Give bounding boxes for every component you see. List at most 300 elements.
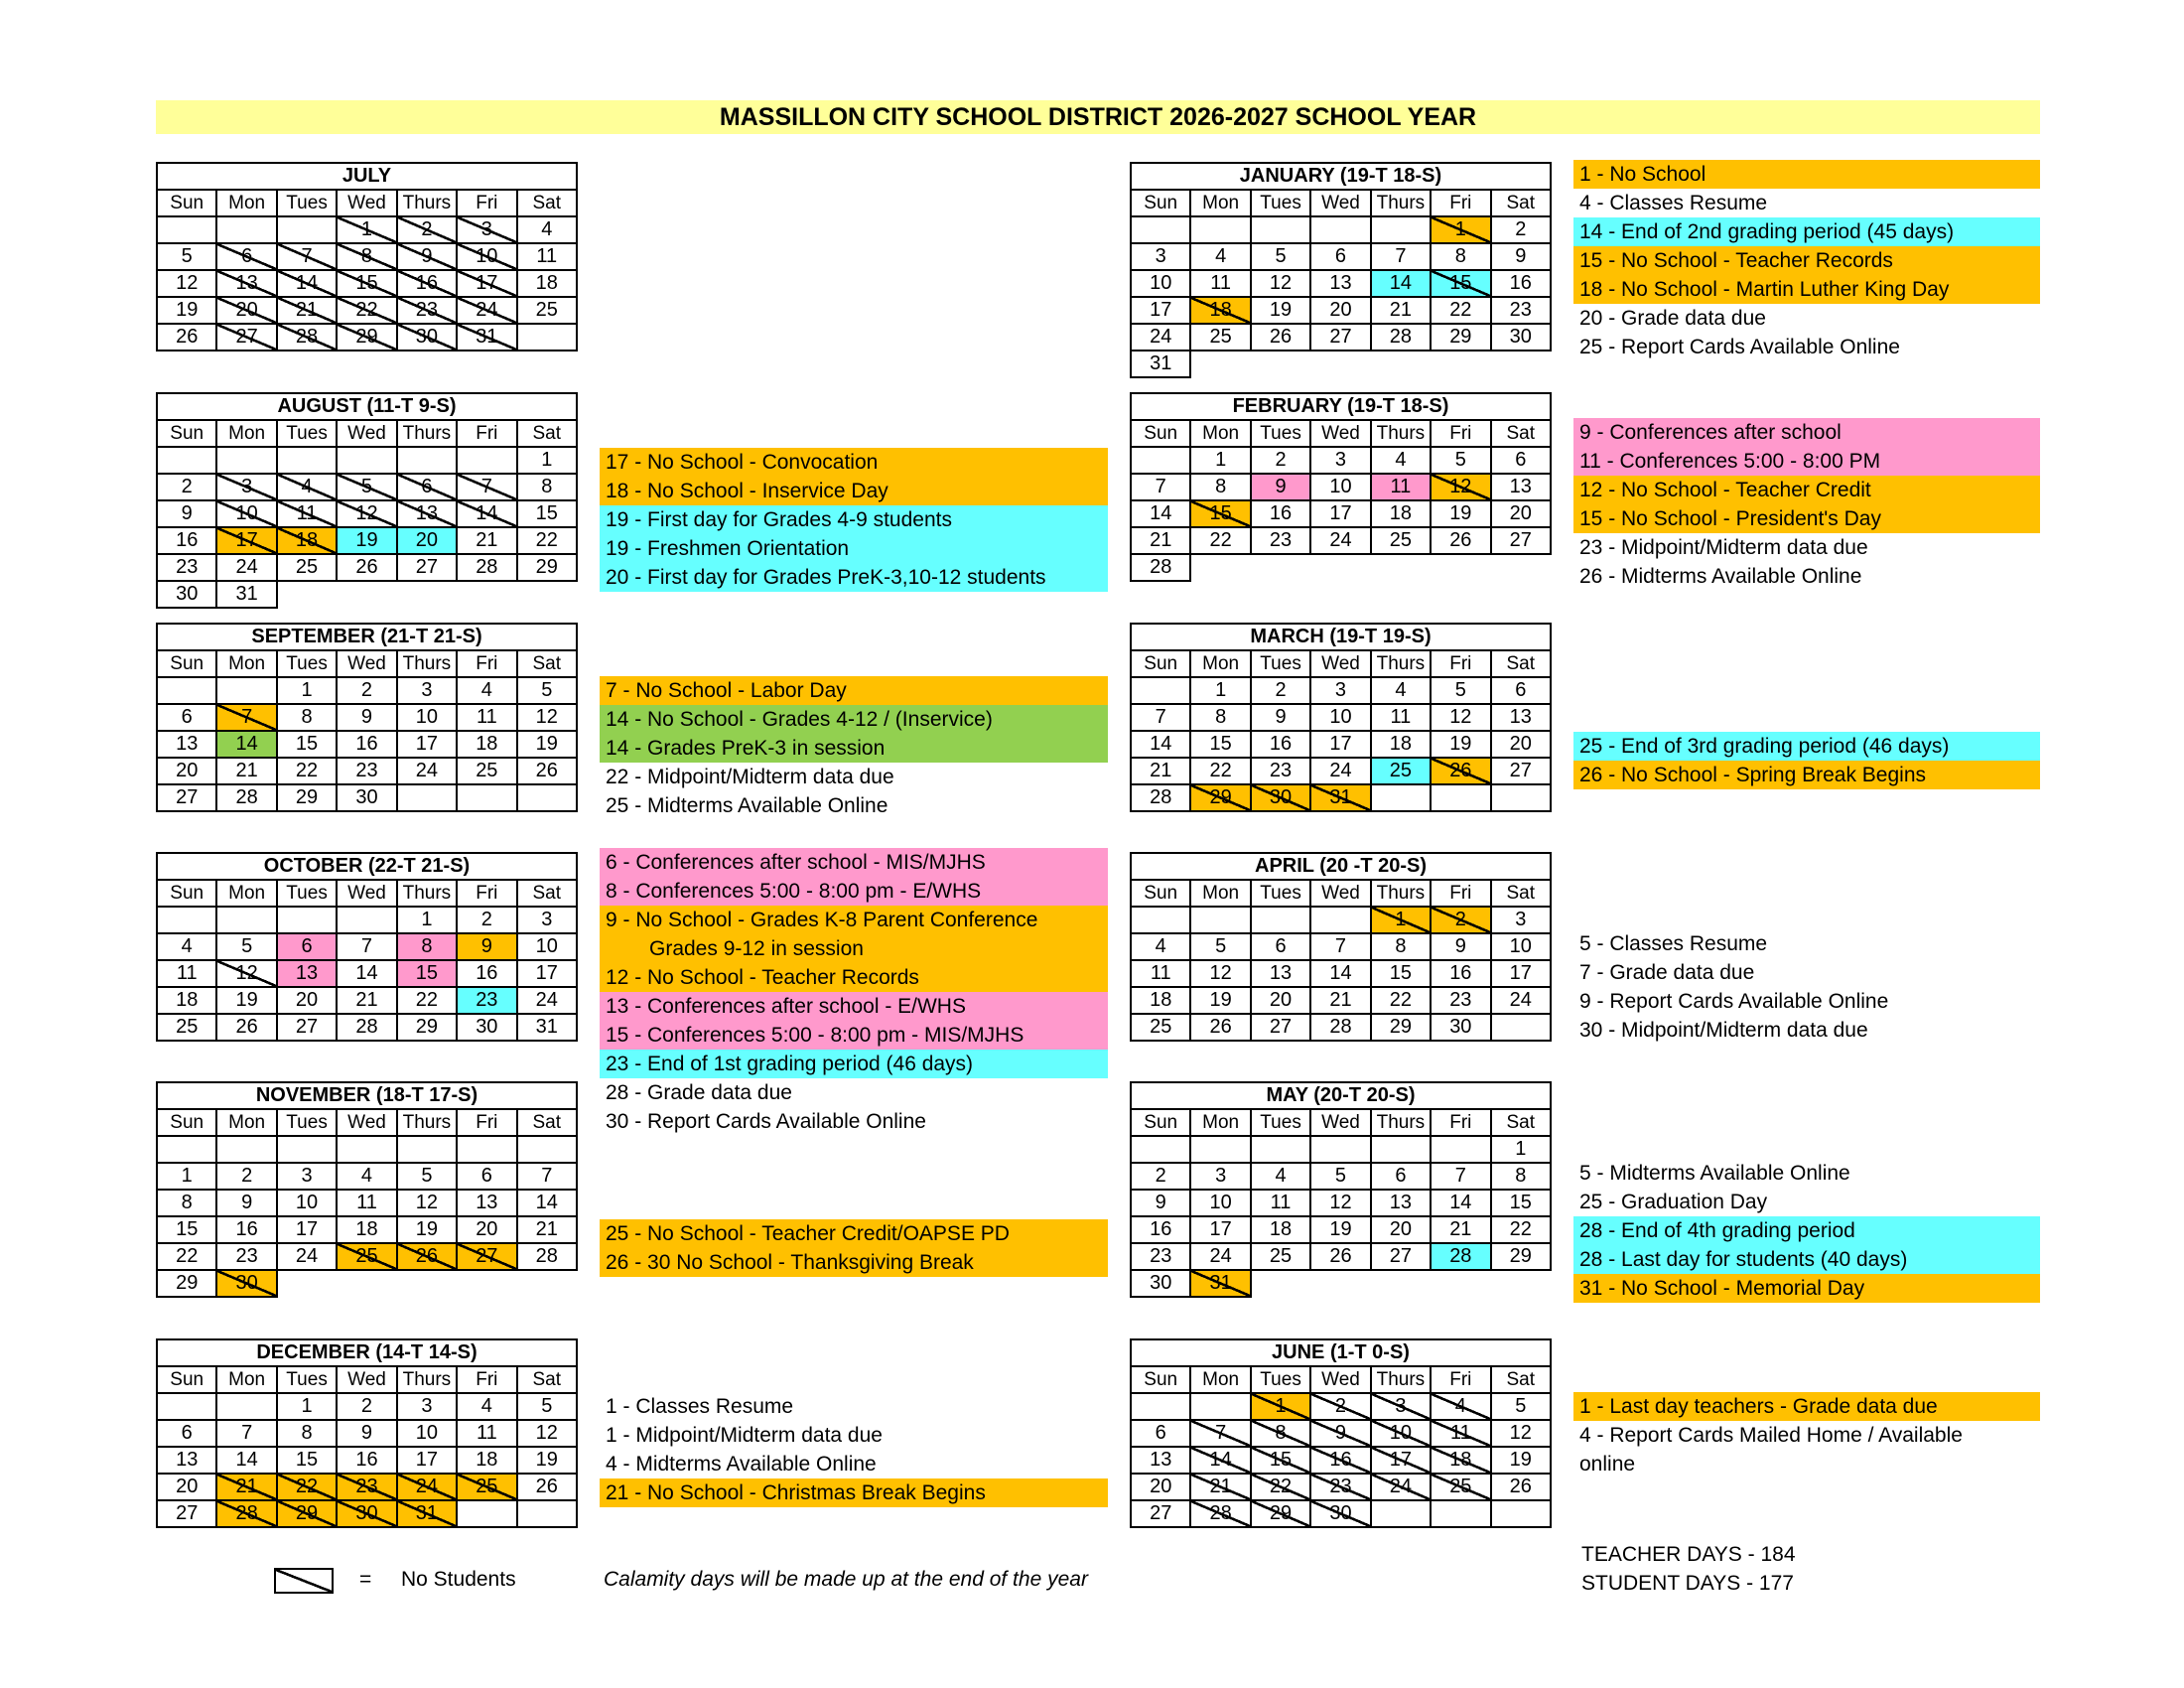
day-cell: 5 — [517, 1393, 577, 1420]
empty-cell — [337, 1136, 396, 1163]
day-cell: 25 — [157, 1014, 216, 1041]
day-cell: 28 — [1131, 554, 1190, 581]
day-cell: 10 — [1131, 270, 1190, 297]
notes-october — [600, 848, 1108, 1136]
weekday-header: Mon — [1190, 650, 1250, 677]
empty-cell — [157, 1393, 216, 1420]
day-cell: 28 — [1131, 784, 1190, 811]
empty-cell — [1371, 1500, 1431, 1527]
day-cell: 26 — [216, 1014, 276, 1041]
day-cell: 25 — [517, 297, 577, 324]
day-cell: 14 — [517, 1190, 577, 1216]
day-cell: 20 — [157, 1474, 216, 1500]
weekday-header: Sat — [1491, 190, 1551, 216]
day-cell: 23 — [337, 1474, 396, 1500]
day-cell: 21 — [1431, 1216, 1490, 1243]
month-title: SEPTEMBER (21-T 21-S) — [157, 624, 577, 650]
calendar-note: 12 - No School - Teacher Credit — [1573, 476, 2040, 504]
day-cell: 7 — [1431, 1163, 1490, 1190]
day-cell: 12 — [1491, 1420, 1551, 1447]
empty-cell — [1310, 1136, 1370, 1163]
weekday-header: Sat — [517, 190, 577, 216]
month-title: OCTOBER (22-T 21-S) — [157, 853, 577, 880]
weekday-header: Mon — [1190, 190, 1250, 216]
day-cell: 2 — [1310, 1393, 1370, 1420]
empty-cell — [277, 1270, 337, 1297]
day-cell: 29 — [397, 1014, 457, 1041]
day-cell: 30 — [1491, 324, 1551, 351]
weekday-header: Sat — [1491, 420, 1551, 447]
day-cell: 9 — [1431, 933, 1490, 960]
day-cell: 7 — [277, 243, 337, 270]
weekday-header: Mon — [216, 190, 276, 216]
day-cell: 27 — [157, 1500, 216, 1527]
calendar-note: 25 - End of 3rd grading period (46 days) — [1573, 732, 2040, 761]
day-cell: 7 — [1371, 243, 1431, 270]
weekday-header: Mon — [1190, 1366, 1250, 1393]
month-october — [156, 852, 578, 1042]
day-cell: 24 — [517, 987, 577, 1014]
day-cell: 24 — [397, 758, 457, 784]
day-cell: 27 — [216, 324, 276, 351]
day-cell: 9 — [457, 933, 516, 960]
month-title: JANUARY (19-T 18-S) — [1131, 163, 1551, 190]
empty-cell — [1190, 216, 1250, 243]
day-cell: 24 — [1310, 758, 1370, 784]
day-cell: 14 — [1310, 960, 1370, 987]
weekday-header: Wed — [1310, 1109, 1370, 1136]
day-cell: 19 — [157, 297, 216, 324]
day-cell: 4 — [157, 933, 216, 960]
day-cell: 6 — [1310, 243, 1370, 270]
month-title: DECEMBER (14-T 14-S) — [157, 1339, 577, 1366]
day-cell: 4 — [517, 216, 577, 243]
empty-cell — [1431, 1500, 1490, 1527]
day-cell: 12 — [517, 704, 577, 731]
day-cell: 1 — [277, 677, 337, 704]
weekday-header: Sun — [1131, 420, 1190, 447]
day-cell: 23 — [216, 1243, 276, 1270]
day-cell: 5 — [1251, 243, 1310, 270]
day-cell: 14 — [337, 960, 396, 987]
day-cell: 12 — [1431, 474, 1490, 500]
day-cell: 30 — [1251, 784, 1310, 811]
empty-cell — [517, 1270, 577, 1297]
day-cell: 2 — [457, 907, 516, 933]
day-cell: 13 — [1491, 474, 1551, 500]
empty-cell — [1310, 1270, 1370, 1297]
weekday-header: Wed — [337, 1109, 396, 1136]
month-title: AUGUST (11-T 9-S) — [157, 393, 577, 420]
day-cell: 26 — [1190, 1014, 1250, 1041]
empty-cell — [1310, 351, 1370, 377]
day-cell: 29 — [1371, 1014, 1431, 1041]
day-cell: 25 — [1131, 1014, 1190, 1041]
weekday-header: Fri — [457, 650, 516, 677]
day-cell: 22 — [1491, 1216, 1551, 1243]
notes-april — [1573, 929, 2040, 1045]
day-cell: 3 — [1190, 1163, 1250, 1190]
empty-cell — [337, 907, 396, 933]
day-cell: 10 — [1310, 704, 1370, 731]
empty-cell — [277, 447, 337, 474]
day-cell: 1 — [157, 1163, 216, 1190]
day-cell: 10 — [1190, 1190, 1250, 1216]
calendar-note: 7 - Grade data due — [1579, 961, 1755, 984]
weekday-header: Fri — [1431, 650, 1490, 677]
weekday-header: Fri — [1431, 1109, 1490, 1136]
empty-cell — [1371, 1136, 1431, 1163]
empty-cell — [397, 1136, 457, 1163]
weekday-header: Sun — [157, 650, 216, 677]
day-cell: 21 — [1190, 1474, 1250, 1500]
day-cell: 8 — [277, 1420, 337, 1447]
day-cell: 30 — [216, 1270, 276, 1297]
weekday-header: Wed — [1310, 650, 1370, 677]
day-cell: 1 — [397, 907, 457, 933]
empty-cell — [1431, 1136, 1490, 1163]
weekday-header: Wed — [337, 1366, 396, 1393]
day-cell: 21 — [457, 527, 516, 554]
day-cell: 10 — [397, 1420, 457, 1447]
month-title: JULY — [157, 163, 577, 190]
day-cell: 7 — [1131, 474, 1190, 500]
weekday-header: Fri — [457, 1109, 516, 1136]
day-cell: 23 — [397, 297, 457, 324]
day-cell: 2 — [337, 1393, 396, 1420]
day-cell: 19 — [1251, 297, 1310, 324]
day-cell: 18 — [277, 527, 337, 554]
empty-cell — [216, 447, 276, 474]
day-cell: 5 — [1310, 1163, 1370, 1190]
month-march — [1130, 623, 1552, 812]
day-cell: 17 — [1310, 500, 1370, 527]
weekday-header: Wed — [337, 880, 396, 907]
day-cell: 5 — [397, 1163, 457, 1190]
calendar-title: MASSILLON CITY SCHOOL DISTRICT 2026-2027 SCHOOL YEAR — [156, 100, 2040, 134]
day-cell: 13 — [1371, 1190, 1431, 1216]
day-cell: 26 — [1310, 1243, 1370, 1270]
day-cell: 1 — [1431, 216, 1490, 243]
month-july — [156, 162, 578, 352]
day-cell: 12 — [1190, 960, 1250, 987]
day-cell: 6 — [1491, 447, 1551, 474]
calendar-note: 26 - 30 No School - Thanksgiving Break — [600, 1248, 1108, 1277]
day-cell: 2 — [1251, 677, 1310, 704]
calendar-note: online — [1579, 1453, 1636, 1476]
day-cell: 18 — [1431, 1447, 1490, 1474]
day-cell: 3 — [277, 1163, 337, 1190]
day-cell: 21 — [337, 987, 396, 1014]
day-cell: 8 — [1431, 243, 1490, 270]
day-cell: 4 — [457, 1393, 516, 1420]
day-cell: 31 — [397, 1500, 457, 1527]
day-cell: 9 — [1310, 1420, 1370, 1447]
day-cell: 22 — [1190, 758, 1250, 784]
month-title: MARCH (19-T 19-S) — [1131, 624, 1551, 650]
weekday-header: Fri — [457, 420, 516, 447]
calamity-note: Calamity days will be made up at the end of the year — [604, 1568, 1088, 1591]
day-cell: 18 — [1371, 500, 1431, 527]
day-cell: 18 — [337, 1216, 396, 1243]
day-cell: 14 — [457, 500, 516, 527]
month-may — [1130, 1081, 1552, 1298]
day-cell: 31 — [1190, 1270, 1250, 1297]
teacher-days: TEACHER DAYS - 184 — [1581, 1543, 1796, 1566]
weekday-header: Fri — [457, 190, 516, 216]
day-cell: 9 — [1251, 704, 1310, 731]
notes-september — [600, 676, 1108, 820]
day-cell: 6 — [1491, 677, 1551, 704]
day-cell: 11 — [1251, 1190, 1310, 1216]
empty-cell — [457, 1500, 516, 1527]
calendar-note: 30 - Report Cards Available Online — [606, 1110, 926, 1133]
empty-cell — [277, 581, 337, 608]
calendar-note: 11 - Conferences 5:00 - 8:00 PM — [1573, 447, 2040, 476]
day-cell: 17 — [517, 960, 577, 987]
empty-cell — [1491, 554, 1551, 581]
day-cell: 14 — [1131, 500, 1190, 527]
calendar-note: 20 - Grade data due — [1579, 307, 1766, 330]
weekday-header: Wed — [337, 190, 396, 216]
day-cell: 21 — [216, 758, 276, 784]
day-cell: 25 — [337, 1243, 396, 1270]
weekday-header: Sat — [1491, 1366, 1551, 1393]
day-cell: 28 — [1431, 1243, 1490, 1270]
day-cell: 13 — [397, 500, 457, 527]
day-cell: 12 — [1431, 704, 1490, 731]
day-cell: 20 — [277, 987, 337, 1014]
day-cell: 20 — [1491, 500, 1551, 527]
day-cell: 17 — [457, 270, 516, 297]
calendar-note: 1 - Midpoint/Midterm data due — [606, 1424, 883, 1447]
day-cell: 14 — [277, 270, 337, 297]
empty-cell — [216, 677, 276, 704]
day-cell: 27 — [1251, 1014, 1310, 1041]
day-cell: 27 — [397, 554, 457, 581]
empty-cell — [1190, 1393, 1250, 1420]
day-cell: 14 — [1371, 270, 1431, 297]
day-cell: 9 — [397, 243, 457, 270]
calendar-note: 14 - End of 2nd grading period (45 days) — [1573, 217, 2040, 246]
day-cell: 5 — [1491, 1393, 1551, 1420]
day-cell: 13 — [277, 960, 337, 987]
day-cell: 31 — [457, 324, 516, 351]
student-days: STUDENT DAYS - 177 — [1581, 1572, 1794, 1595]
weekday-header: Tues — [277, 650, 337, 677]
day-cell: 15 — [277, 1447, 337, 1474]
day-cell: 7 — [1310, 933, 1370, 960]
month-december — [156, 1338, 578, 1528]
day-cell: 22 — [277, 758, 337, 784]
empty-cell — [397, 581, 457, 608]
weekday-header: Sat — [1491, 1109, 1551, 1136]
day-cell: 7 — [216, 1420, 276, 1447]
day-cell: 8 — [277, 704, 337, 731]
day-cell: 27 — [277, 1014, 337, 1041]
day-cell: 8 — [1371, 933, 1431, 960]
day-cell: 1 — [1190, 447, 1250, 474]
weekday-header: Sun — [1131, 880, 1190, 907]
calendar-note: 23 - End of 1st grading period (46 days) — [600, 1050, 1108, 1078]
calendar-note: 18 - No School - Martin Luther King Day — [1573, 275, 2040, 304]
day-cell: 19 — [1491, 1447, 1551, 1474]
day-cell: 1 — [337, 216, 396, 243]
day-cell: 19 — [337, 527, 396, 554]
day-cell: 5 — [1431, 677, 1490, 704]
day-cell: 4 — [1431, 1393, 1490, 1420]
day-cell: 5 — [1190, 933, 1250, 960]
calendar-note: 8 - Conferences 5:00 - 8:00 pm - E/WHS — [600, 877, 1108, 906]
month-title: MAY (20-T 20-S) — [1131, 1082, 1551, 1109]
day-cell: 31 — [517, 1014, 577, 1041]
day-cell: 10 — [1310, 474, 1370, 500]
calendar-note: 4 - Midterms Available Online — [606, 1453, 877, 1476]
calendar-note: 4 - Report Cards Mailed Home / Available — [1579, 1424, 1963, 1447]
day-cell: 26 — [1431, 527, 1490, 554]
day-cell: 22 — [397, 987, 457, 1014]
weekday-header: Thurs — [397, 1109, 457, 1136]
day-cell: 9 — [216, 1190, 276, 1216]
empty-cell — [1190, 1136, 1250, 1163]
weekday-header: Tues — [277, 1366, 337, 1393]
empty-cell — [517, 1500, 577, 1527]
day-cell: 21 — [277, 297, 337, 324]
day-cell: 9 — [1491, 243, 1551, 270]
day-cell: 24 — [1190, 1243, 1250, 1270]
day-cell: 11 — [457, 704, 516, 731]
calendar-note: 20 - First day for Grades PreK-3,10-12 students — [600, 563, 1108, 592]
day-cell: 16 — [157, 527, 216, 554]
day-cell: 4 — [1371, 447, 1431, 474]
empty-cell — [517, 784, 577, 811]
day-cell: 6 — [397, 474, 457, 500]
empty-cell — [157, 907, 216, 933]
day-cell: 2 — [216, 1163, 276, 1190]
day-cell: 20 — [216, 297, 276, 324]
day-cell: 12 — [517, 1420, 577, 1447]
day-cell: 21 — [517, 1216, 577, 1243]
weekday-header: Wed — [1310, 420, 1370, 447]
month-august — [156, 392, 578, 609]
day-cell: 10 — [457, 243, 516, 270]
day-cell: 13 — [216, 270, 276, 297]
day-cell: 27 — [157, 784, 216, 811]
day-cell: 27 — [1491, 758, 1551, 784]
day-cell: 18 — [1131, 987, 1190, 1014]
day-cell: 29 — [157, 1270, 216, 1297]
day-cell: 23 — [457, 987, 516, 1014]
month-title: APRIL (20 -T 20-S) — [1131, 853, 1551, 880]
day-cell: 17 — [277, 1216, 337, 1243]
day-cell: 15 — [397, 960, 457, 987]
weekday-header: Sat — [1491, 880, 1551, 907]
day-cell: 5 — [157, 243, 216, 270]
empty-cell — [1371, 1270, 1431, 1297]
day-cell: 27 — [1491, 527, 1551, 554]
day-cell: 9 — [337, 704, 396, 731]
day-cell: 30 — [457, 1014, 516, 1041]
day-cell: 14 — [216, 731, 276, 758]
day-cell: 18 — [517, 270, 577, 297]
weekday-header: Mon — [216, 880, 276, 907]
calendar-note: 9 - Conferences after school — [1573, 418, 2040, 447]
empty-cell — [1491, 1500, 1551, 1527]
day-cell: 28 — [337, 1014, 396, 1041]
calendar-note: 22 - Midpoint/Midterm data due — [606, 766, 894, 788]
empty-cell — [397, 784, 457, 811]
day-cell: 11 — [157, 960, 216, 987]
day-cell: 22 — [277, 1474, 337, 1500]
day-cell: 19 — [216, 987, 276, 1014]
day-cell: 14 — [1131, 731, 1190, 758]
empty-cell — [1431, 784, 1490, 811]
day-cell: 25 — [1431, 1474, 1490, 1500]
day-cell: 19 — [517, 731, 577, 758]
empty-cell — [157, 677, 216, 704]
empty-cell — [277, 1136, 337, 1163]
empty-cell — [277, 216, 337, 243]
day-cell: 1 — [1491, 1136, 1551, 1163]
day-cell: 15 — [1371, 960, 1431, 987]
day-cell: 2 — [397, 216, 457, 243]
empty-cell — [457, 581, 516, 608]
weekday-header: Tues — [1251, 1366, 1310, 1393]
day-cell: 7 — [337, 933, 396, 960]
day-cell: 13 — [1491, 704, 1551, 731]
day-cell: 24 — [397, 1474, 457, 1500]
day-cell: 18 — [157, 987, 216, 1014]
weekday-header: Sun — [157, 880, 216, 907]
day-cell: 20 — [397, 527, 457, 554]
day-cell: 1 — [1251, 1393, 1310, 1420]
empty-cell — [216, 1393, 276, 1420]
notes-december — [600, 1392, 1108, 1507]
notes-march — [1573, 732, 2040, 789]
weekday-header: Thurs — [397, 880, 457, 907]
day-cell: 28 — [216, 1500, 276, 1527]
day-cell: 1 — [517, 447, 577, 474]
weekday-header: Mon — [216, 650, 276, 677]
day-cell: 3 — [457, 216, 516, 243]
day-cell: 30 — [1310, 1500, 1370, 1527]
day-cell: 17 — [216, 527, 276, 554]
day-cell: 28 — [457, 554, 516, 581]
day-cell: 11 — [1371, 474, 1431, 500]
weekday-header: Wed — [337, 650, 396, 677]
day-cell: 25 — [1371, 758, 1431, 784]
empty-cell — [517, 581, 577, 608]
empty-cell — [1251, 351, 1310, 377]
empty-cell — [1310, 554, 1370, 581]
month-title: JUNE (1-T 0-S) — [1131, 1339, 1551, 1366]
empty-cell — [397, 447, 457, 474]
day-cell: 11 — [1371, 704, 1431, 731]
weekday-header: Tues — [1251, 650, 1310, 677]
notes-june — [1573, 1392, 2040, 1478]
legend-label: No Students — [401, 1568, 516, 1591]
day-cell: 14 — [216, 1447, 276, 1474]
day-cell: 22 — [1190, 527, 1250, 554]
month-january — [1130, 162, 1552, 378]
empty-cell — [157, 1136, 216, 1163]
empty-cell — [1251, 554, 1310, 581]
day-cell: 5 — [216, 933, 276, 960]
day-cell: 9 — [337, 1420, 396, 1447]
day-cell: 30 — [1431, 1014, 1490, 1041]
empty-cell — [1190, 554, 1250, 581]
weekday-header: Mon — [216, 1109, 276, 1136]
